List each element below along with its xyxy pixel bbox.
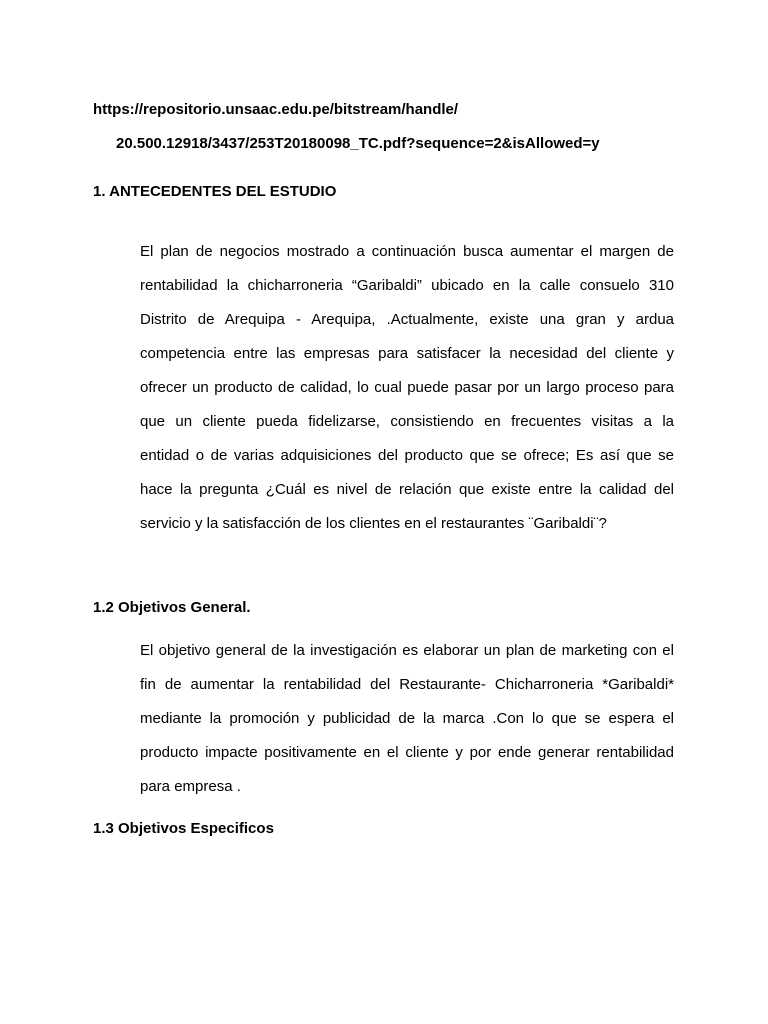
paragraph-line: rentabilidad la chicharroneria “Garibaldi” ubicado en la calle consuelo 310 [140,277,674,294]
paragraph-line: entidad o de varias adquisiciones del producto que se ofrece; Es así que se [140,447,674,464]
section-heading-objetivo-general: 1.2 Objetivos General. [93,599,251,616]
section-heading-objetivos-especificos: 1.3 Objetivos Especificos [93,820,274,837]
paragraph-line: fin de aumentar la rentabilidad del Restaurante- Chicharroneria *Garibaldi* [140,676,674,693]
paragraph-line: mediante la promoción y publicidad de la marca .Con lo que se espera el [140,710,674,727]
paragraph-line: que un cliente pueda fidelizarse, consistiendo en frecuentes visitas a la [140,413,674,430]
paragraph-line: producto impacte positivamente en el cliente y por ende generar rentabilidad [140,744,674,761]
source-url-line-1: https://repositorio.unsaac.edu.pe/bitstream/handle/ [93,101,459,118]
paragraph-antecedentes [140,243,674,549]
paragraph-line: ofrecer un producto de calidad, lo cual puede pasar por un largo proceso para [140,379,674,396]
paragraph-line: Distrito de Arequipa - Arequipa, .Actualmente, existe una gran y ardua [140,311,674,328]
paragraph-line: servicio y la satisfacción de los clientes en el restaurantes ¨Garibaldi¨? [140,515,607,532]
paragraph-line: hace la pregunta ¿Cuál es nivel de relación que existe entre la calidad del [140,481,674,498]
paragraph-line: para empresa . [140,778,241,795]
paragraph-line: competencia entre las empresas para satisfacer la necesidad del cliente y [140,345,674,362]
section-heading-antecedentes: 1. ANTECEDENTES DEL ESTUDIO [93,183,337,200]
paragraph-line: El plan de negocios mostrado a continuación busca aumentar el margen de [140,243,674,260]
paragraph-objetivo-general [140,642,674,812]
paragraph-line: El objetivo general de la investigación es elaborar un plan de marketing con el [140,642,674,659]
source-url-line-2: 20.500.12918/3437/253T20180098_TC.pdf?sequence=2&isAllowed=y [116,135,600,152]
